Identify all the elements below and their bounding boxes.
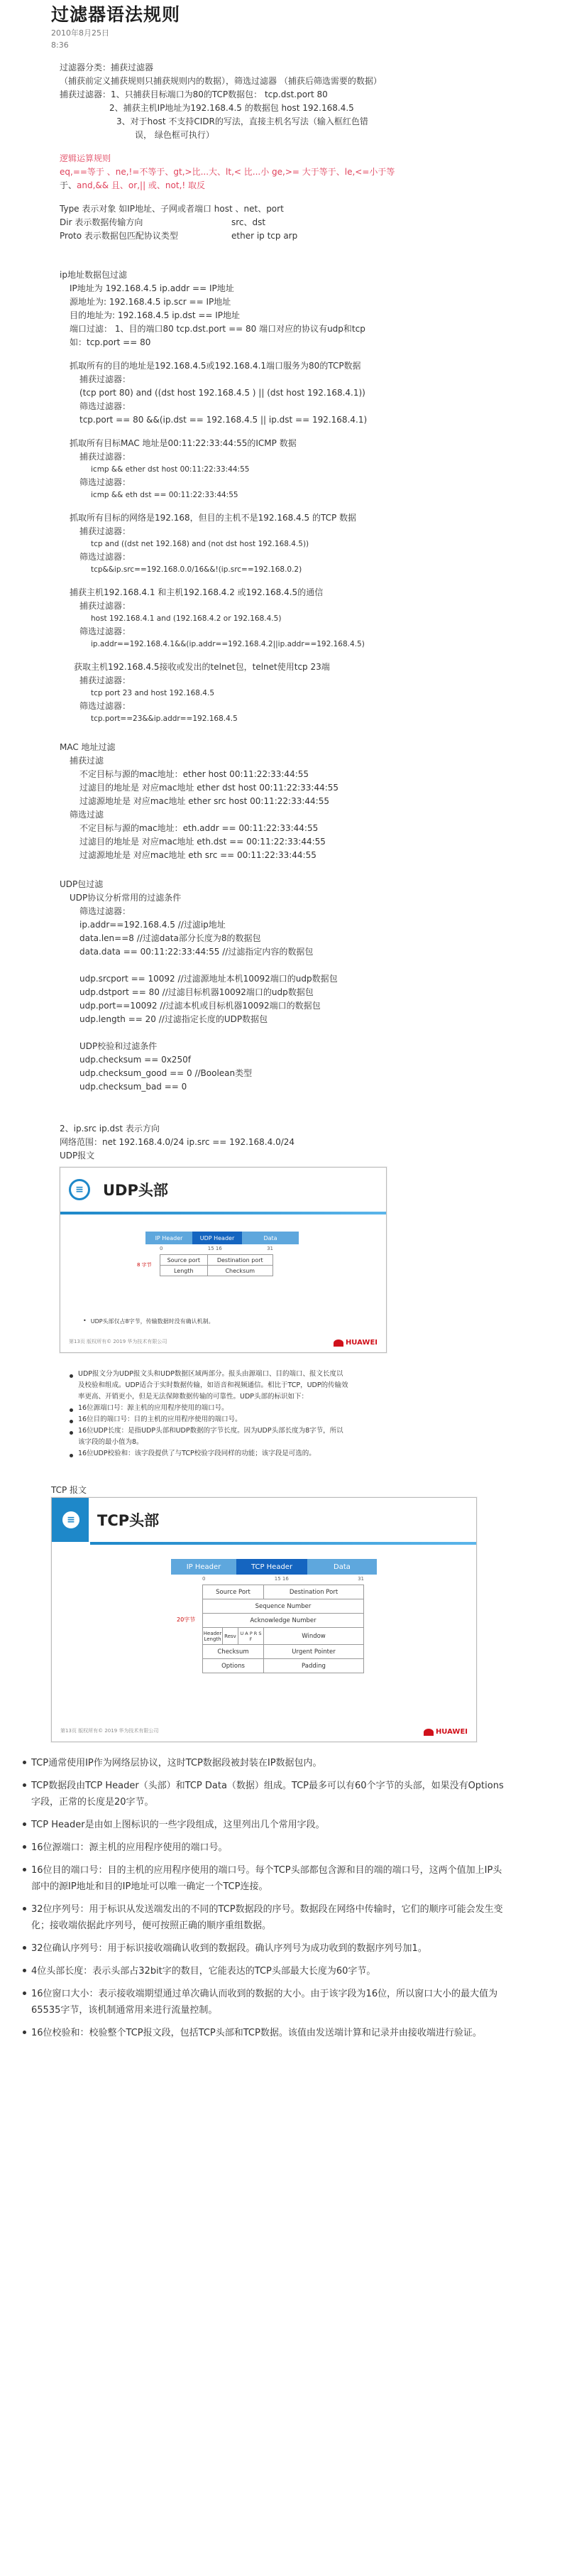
list-item: 16位校验和：校验整个TCP报文段，包括TCP头部和TCP数据。该值由发送端计算和记录并由接收端进行验证。 xyxy=(21,2025,504,2041)
udp-l7: udp.length == 20 //过滤指定长度的UDP数据包 xyxy=(79,1014,268,1024)
ex4-cap-label: 捕获过滤器： xyxy=(79,601,131,611)
filter-classify-note: （捕获前定义捕获规则只捕获规则内的数据），筛选过滤器 （捕获后筛选需要的数据） xyxy=(60,76,382,86)
udp-header-slide xyxy=(60,1167,387,1353)
huawei-flower-icon xyxy=(334,1339,343,1347)
capture-rule-2: 2、捕获主机IP地址为192.168.4.5 的数据包 host 192.168.4.5 xyxy=(109,103,354,113)
list-item: 4位头部长度：表示头部占32bit字的数目，它能表达的TCP头部最大长度为60字节。 xyxy=(21,1963,504,1979)
sec2-l1: 2、ip.src ip.dst 表示方向 xyxy=(60,1124,160,1134)
ip-addr: IP地址为 192.168.4.5 ip.addr == IP地址 xyxy=(70,283,234,293)
udp-header-table xyxy=(160,1254,273,1276)
tcp-diagram xyxy=(52,1545,476,1708)
ip-src: 源地址为: 192.168.4.5 ip.scr == IP地址 xyxy=(70,297,231,307)
list-item: 16位UDP长度：是指UDP头部和UDP数据的字节长度。因为UDP头部长度为8字节，所以该字段的最小值为8。 xyxy=(68,1425,349,1448)
tcp-side-label: 20字节 xyxy=(177,1616,196,1623)
tcp-field-pad: Padding xyxy=(264,1659,364,1673)
ex3-filt: tcp&&ip.src==192.168.0.0/16&&!(ip.src==192.168.0.2) xyxy=(91,565,302,574)
ex2-filt: icmp && eth dst == 00:11:22:33:44:55 xyxy=(91,491,238,499)
huawei-logo: HUAWEI xyxy=(334,1339,378,1347)
ex4-title: 捕获主机192.168.4.1 和主机192.168.4.2 或192.168.4.5的通信 xyxy=(70,587,324,597)
udp-l6: udp.port==10092 //过滤本机或目标机器10092端口的数据包 xyxy=(79,1001,321,1011)
udp-l5: udp.dstport == 80 //过滤目标机器10092端口的udp数据包 xyxy=(79,987,314,997)
mac-heading: MAC 地址过滤 xyxy=(60,742,116,752)
udp-field-dst: Destination port xyxy=(207,1255,273,1266)
ex2-cap: icmp && ether dst host 00:11:22:33:44:55 xyxy=(91,465,250,474)
tcp-header-table xyxy=(202,1585,364,1673)
filter-classify: 过滤器分类：捕获过滤器 xyxy=(60,63,154,72)
list-item: TCP通常使用IP作为网络层协议，这时TCP数据段被封装在IP数据包内。 xyxy=(21,1755,504,1771)
list-item: 16位UDP校验和：该字段提供了与TCP校验字段同样的功能；该字段是可选的。 xyxy=(68,1448,349,1460)
capture-rule-1: 捕获过滤器：1、只捕获目标端口为80的TCP数据包： tcp.dst.port 80 xyxy=(60,89,328,99)
list-item: 16位目的端口号：目的主机的应用程序使用的端口号。每个TCP头部都包含源和目的端的端口号，这两个值加上IP头部中的源IP地址和目的IP地址可以唯一确定一个TCP连接。 xyxy=(21,1862,504,1895)
ruler-start: 0 xyxy=(202,1576,206,1582)
tcp-bullets xyxy=(21,1755,504,2041)
ex4-filt: ip.addr==192.168.4.1&&(ip.addr==192.168.4.2||ip.addr==192.168.4.5) xyxy=(91,640,365,648)
ex2-cap-label: 捕获过滤器： xyxy=(79,452,131,462)
udp-l1: ip.addr==192.168.4.5 //过滤ip地址 xyxy=(79,920,226,930)
capture-rule-3a: 3、对于host 不支持CIDR的写法，直接主机名写法（输入框红色错 xyxy=(116,116,368,126)
ruler-mid: 15 16 xyxy=(274,1576,289,1582)
udp-filt-label: 筛选过滤器： xyxy=(79,906,131,916)
sec2-l3: UDP报文 xyxy=(60,1151,95,1161)
list-item: 32位序列号：用于标识从发送端发出的不同的TCP数据段的序号。数据段在网络中传输时，它们的顺序可能会发生变化；接收端依据此序列号，便可按照正确的顺序重组数据。 xyxy=(21,1901,504,1934)
mac-cap-label: 捕获过滤 xyxy=(70,756,104,766)
tcp-slide-title: TCP头部 xyxy=(97,1512,160,1529)
page-title: 过滤器语法规则 xyxy=(51,4,181,25)
mac-filt-1: 不定目标与源的mac地址：eth.addr == 00:11:22:33:44:55 xyxy=(79,823,319,833)
tcp-slide-footer: 第13页 版权所有© 2019 华为技术有限公司 xyxy=(60,1728,159,1734)
mac-cap-3: 过滤源地址是 对应mac地址 ether src host 00:11:22:33:44:55 xyxy=(79,796,329,806)
ex5-title: 获取主机192.168.4.5接收或发出的telnet包，telnet使用tcp 23端 xyxy=(74,662,330,672)
udp-tab-data: Data xyxy=(242,1232,299,1244)
udp-field-src: Source port xyxy=(160,1255,208,1266)
types-proto: Proto 表示数据包匹配协议类型 ether ip tcp arp xyxy=(60,231,298,241)
ex1-filt-label: 筛选过滤器： xyxy=(79,401,131,411)
tcp-heading: TCP 报文 xyxy=(51,1485,87,1495)
page-date: 2010年8月25日 xyxy=(51,28,109,38)
tcp-field-urg: Urgent Pointer xyxy=(264,1645,364,1659)
udp-slide-note: UDP头部仅占8字节，传输数据时没有确认机制。 xyxy=(90,1318,214,1325)
udp-sub: UDP协议分析常用的过滤条件 xyxy=(70,893,182,903)
list-item: TCP Header是由如上图标识的一些字段组成，这里列出几个常用字段。 xyxy=(21,1817,504,1833)
sec2-l2: 网络范围：net 192.168.4.0/24 ip.src == 192.168.4.0/24 xyxy=(60,1137,295,1147)
udp-l2: data.len==8 //过滤data部分长度为8的数据包 xyxy=(79,933,261,943)
ip-heading: ip地址数据包过滤 xyxy=(60,270,127,280)
list-item: 16位窗口大小：表示接收端期望通过单次确认而收到的数据的大小。由于该字段为16位，所以窗口大小的最大值为65535字节，该机制通常用来进行流量控制。 xyxy=(21,1986,504,2018)
logic-line-2: 于、and,&& 且、or,|| 或、not,! 取反 xyxy=(60,180,206,190)
udp-diagram xyxy=(60,1214,386,1321)
udp-c3: udp.checksum_bad == 0 xyxy=(79,1082,187,1092)
tcp-field-window: Window xyxy=(264,1628,364,1645)
capture-rule-3b: 误， 绿色框可执行） xyxy=(135,130,214,140)
bullet-dot: • xyxy=(83,1317,87,1324)
ex1-filt: tcp.port == 80 &&(ip.dst == 192.168.4.5 || ip.dst == 192.168.4.1) xyxy=(79,415,368,425)
mac-filt-label: 筛选过滤 xyxy=(70,810,104,820)
tcp-field-ack: Acknowledge Number xyxy=(203,1614,364,1628)
logic-heading: 逻辑运算规则 xyxy=(60,153,111,163)
udp-field-chk: Checksum xyxy=(207,1266,273,1276)
tcp-tab-tcp: TCP Header xyxy=(236,1559,307,1575)
ex5-cap-label: 捕获过滤器： xyxy=(79,675,131,685)
tcp-tab-ip: IP Header xyxy=(171,1559,236,1575)
tcp-field-dst: Destination Port xyxy=(264,1585,364,1599)
huawei-logo: HUAWEI xyxy=(424,1728,468,1736)
types-dir: Dir 表示数据传输方向 src、dst xyxy=(60,217,266,227)
udp-l3: data.data == 00:11:22:33:44:55 //过滤指定内容的数据包 xyxy=(79,947,314,957)
udp-slide-footer: 第13页 版权所有© 2019 华为技术有限公司 xyxy=(69,1339,167,1344)
tcp-field-opt: Options xyxy=(203,1659,264,1673)
list-item: 16位目的端口号：目的主机的应用程序使用的端口号。 xyxy=(68,1414,349,1425)
ex1-cap: (tcp port 80) and ((dst host 192.168.4.5 ) || (dst host 192.168.4.1)) xyxy=(79,388,365,398)
ex2-filt-label: 筛选过滤器： xyxy=(79,477,131,487)
mac-filt-2: 过滤目的地址是 对应mac地址 eth.dst == 00:11:22:33:44:55 xyxy=(79,837,326,847)
udp-c2: udp.checksum_good == 0 //Boolean类型 xyxy=(79,1068,253,1078)
tcp-field-src: Source Port xyxy=(203,1585,264,1599)
tcp-field-hl: Header Length xyxy=(203,1628,223,1645)
ex3-title: 抓取所有目标的网络是192.168，但目的主机不是192.168.4.5 的TCP 数据 xyxy=(70,513,357,523)
udp-chk-label: UDP校验和过滤条件 xyxy=(79,1041,158,1051)
types-type: Type 表示对象 如IP地址、子网或者端口 host 、net、port xyxy=(60,204,284,214)
list-item: 16位源端口：源主机的应用程序使用的端口号。 xyxy=(21,1839,504,1856)
list-item: UDP报文分为UDP报文头和UDP数据区域两部分。报头由源端口、目的端口、报文长度以及校验和组成。UDP适合于实时数据传输，如语音和视频通信。相比于TCP，UDP的传输效率更高、开销更小，但是无法保障数据传输的可靠性。UDP头部的标识如下： xyxy=(68,1369,349,1403)
udp-c1: udp.checksum == 0x250f xyxy=(79,1055,191,1065)
tcp-field-flags: U A P R S F xyxy=(238,1628,264,1645)
ex2-title: 抓取所有目标MAC 地址是00:11:22:33:44:55的ICMP 数据 xyxy=(70,438,297,448)
ex1-title: 抓取所有的目的地址是192.168.4.5或192.168.4.1端口服务为80的TCP数据 xyxy=(70,361,361,371)
ruler-mid: 15 16 xyxy=(207,1246,222,1251)
mac-filt-3: 过滤源地址是 对应mac地址 eth src == 00:11:22:33:44:55 xyxy=(79,850,316,860)
list-item: TCP数据段由TCP Header（头部）和TCP Data（数据）组成。TCP最多可以有60个字节的头部，如果没有Options字段，正常的长度是20字节。 xyxy=(21,1778,504,1810)
ex5-cap: tcp port 23 and host 192.168.4.5 xyxy=(91,689,215,697)
udp-bullets xyxy=(51,1369,349,1460)
ex5-filt: tcp.port==23&&ip.addr==192.168.4.5 xyxy=(91,714,238,723)
logic-line-1: eq,==等于 、ne,!=不等于、gt,>比...大、lt,< 比...小 ge,>= 大于等于、le,<=小于等 xyxy=(60,167,395,177)
ex3-filt-label: 筛选过滤器： xyxy=(79,552,131,562)
list-item: 16位源端口号：源主机的应用程序使用的端口号。 xyxy=(68,1403,349,1414)
tcp-field-chk: Checksum xyxy=(203,1645,264,1659)
ip-port-a: 端口过滤： 1、目的端口80 tcp.dst.port == 80 端口对应的协议有udp和tcp xyxy=(70,324,365,334)
udp-slide-title: UDP头部 xyxy=(103,1182,168,1199)
tcp-field-resv: Resv xyxy=(223,1628,238,1645)
capture-rules-label: 捕获过滤器： xyxy=(60,89,111,99)
mac-cap-2: 过滤目的地址是 对应mac地址 ether dst host 00:11:22:33:44:55 xyxy=(79,783,339,793)
udp-tab-udp: UDP Header xyxy=(192,1232,242,1244)
udp-tab-ip: IP Header xyxy=(145,1232,192,1244)
ex3-cap: tcp and ((dst net 192.168) and (not dst host 192.168.4.5)) xyxy=(91,540,309,548)
ruler-start: 0 xyxy=(160,1246,163,1251)
ex5-filt-label: 筛选过滤器： xyxy=(79,701,131,711)
list-item: 32位确认序列号：用于标识接收端确认收到的数据段。确认序列号为成功收到的数据序列号加1。 xyxy=(21,1940,504,1957)
page-time: 8:36 xyxy=(51,40,69,50)
ruler-end: 31 xyxy=(358,1576,364,1582)
ex4-filt-label: 筛选过滤器： xyxy=(79,626,131,636)
document-icon: ≡ xyxy=(60,1509,82,1531)
udp-heading: UDP包过滤 xyxy=(60,879,104,889)
udp-l4: udp.srcport == 10092 //过滤源地址本机10092端口的udp数据包 xyxy=(79,974,338,984)
tcp-field-seq: Sequence Number xyxy=(203,1599,364,1614)
document-icon: ≡ xyxy=(69,1179,90,1200)
ip-port-b: 如：tcp.port == 80 xyxy=(70,337,151,347)
ip-dst: 目的地址为: 192.168.4.5 ip.dst == IP地址 xyxy=(70,310,241,320)
ex4-cap: host 192.168.4.1 and (192.168.4.2 or 192.168.4.5) xyxy=(91,614,282,623)
tcp-tab-data: Data xyxy=(307,1559,377,1575)
ex3-cap-label: 捕获过滤器： xyxy=(79,526,131,536)
ruler-end: 31 xyxy=(267,1246,273,1251)
mac-cap-1: 不定目标与源的mac地址：ether host 00:11:22:33:44:55 xyxy=(79,769,309,779)
ex1-cap-label: 捕获过滤器： xyxy=(79,374,131,384)
udp-field-len: Length xyxy=(160,1266,208,1276)
huawei-flower-icon xyxy=(424,1729,434,1736)
tcp-header-slide xyxy=(51,1497,477,1742)
udp-side-label: 8 字节 xyxy=(137,1262,152,1268)
